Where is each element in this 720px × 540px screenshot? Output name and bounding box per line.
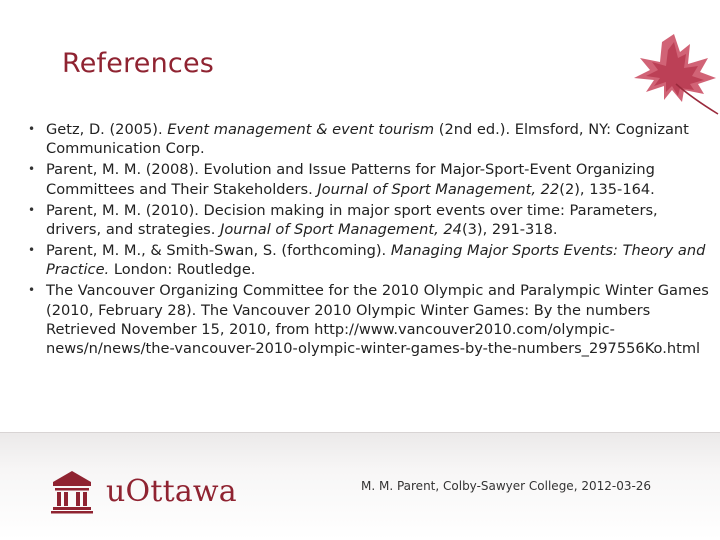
bullet-icon: •: [28, 202, 36, 217]
reference-italic-text: Journal of Sport Management, 24: [220, 221, 462, 239]
reference-text: Parent, M. M. (2010). Decision making in major sport events over time: Parameters, drivers, and strategies.: [46, 201, 658, 239]
reference-italic-text: Managing Major Sports Events: Theory and Practice.: [46, 241, 706, 279]
reference-item: [22, 281, 712, 359]
bullet-icon: •: [28, 122, 36, 136]
slide-title: References: [62, 48, 215, 79]
maple-leaf-icon: [612, 28, 720, 118]
reference-item: [22, 241, 712, 280]
bullet-icon: •: [28, 162, 36, 177]
reference-item: [22, 120, 712, 159]
reference-text: (2nd ed.). Elmsford, NY: Cognizant Communication Corp.: [46, 121, 689, 158]
uottawa-logo-text: uOttawa: [106, 474, 237, 509]
reference-text: (2), 135-164.: [559, 180, 655, 198]
reference-italic-text: Journal of Sport Management, 22: [317, 180, 560, 198]
reference-item: [22, 201, 712, 240]
reference-text: Parent, M. M., & Smith-Swan, S. (forthcoming).: [46, 241, 391, 259]
reference-italic-text: Event management & event tourism: [167, 121, 435, 138]
reference-text: London: Routledge.: [109, 261, 256, 279]
reference-text: The Vancouver Organizing Committee for the 2010 Olympic and Paralympic Winter Games (2010, February 28). The Vancouver 2010 Olympic Winter Games: By the numbers Retrieved November 15, 2010, from http://www.vancouver2010.com/olympic-news/n/news/the-vancouver-2010-olympic-winter-games-by-the-numbers_297556Ko.html: [46, 282, 709, 358]
bullet-icon: •: [28, 283, 36, 298]
footer-credit: M. M. Parent, Colby-Sawyer College, 2012-03-26: [361, 479, 652, 493]
reference-text: (3), 291-318.: [461, 221, 558, 239]
bullet-icon: •: [28, 242, 36, 257]
reference-text: Getz, D. (2005).: [46, 121, 168, 138]
reference-text: Parent, M. M. (2008). Evolution and Issue Patterns for Major-Sport-Event Organizing Committees and Their Stakeholders.: [46, 161, 655, 198]
reference-list: [22, 120, 712, 360]
footer-divider: [0, 432, 720, 433]
university-building-icon: [50, 468, 94, 514]
reference-item: [22, 160, 712, 199]
